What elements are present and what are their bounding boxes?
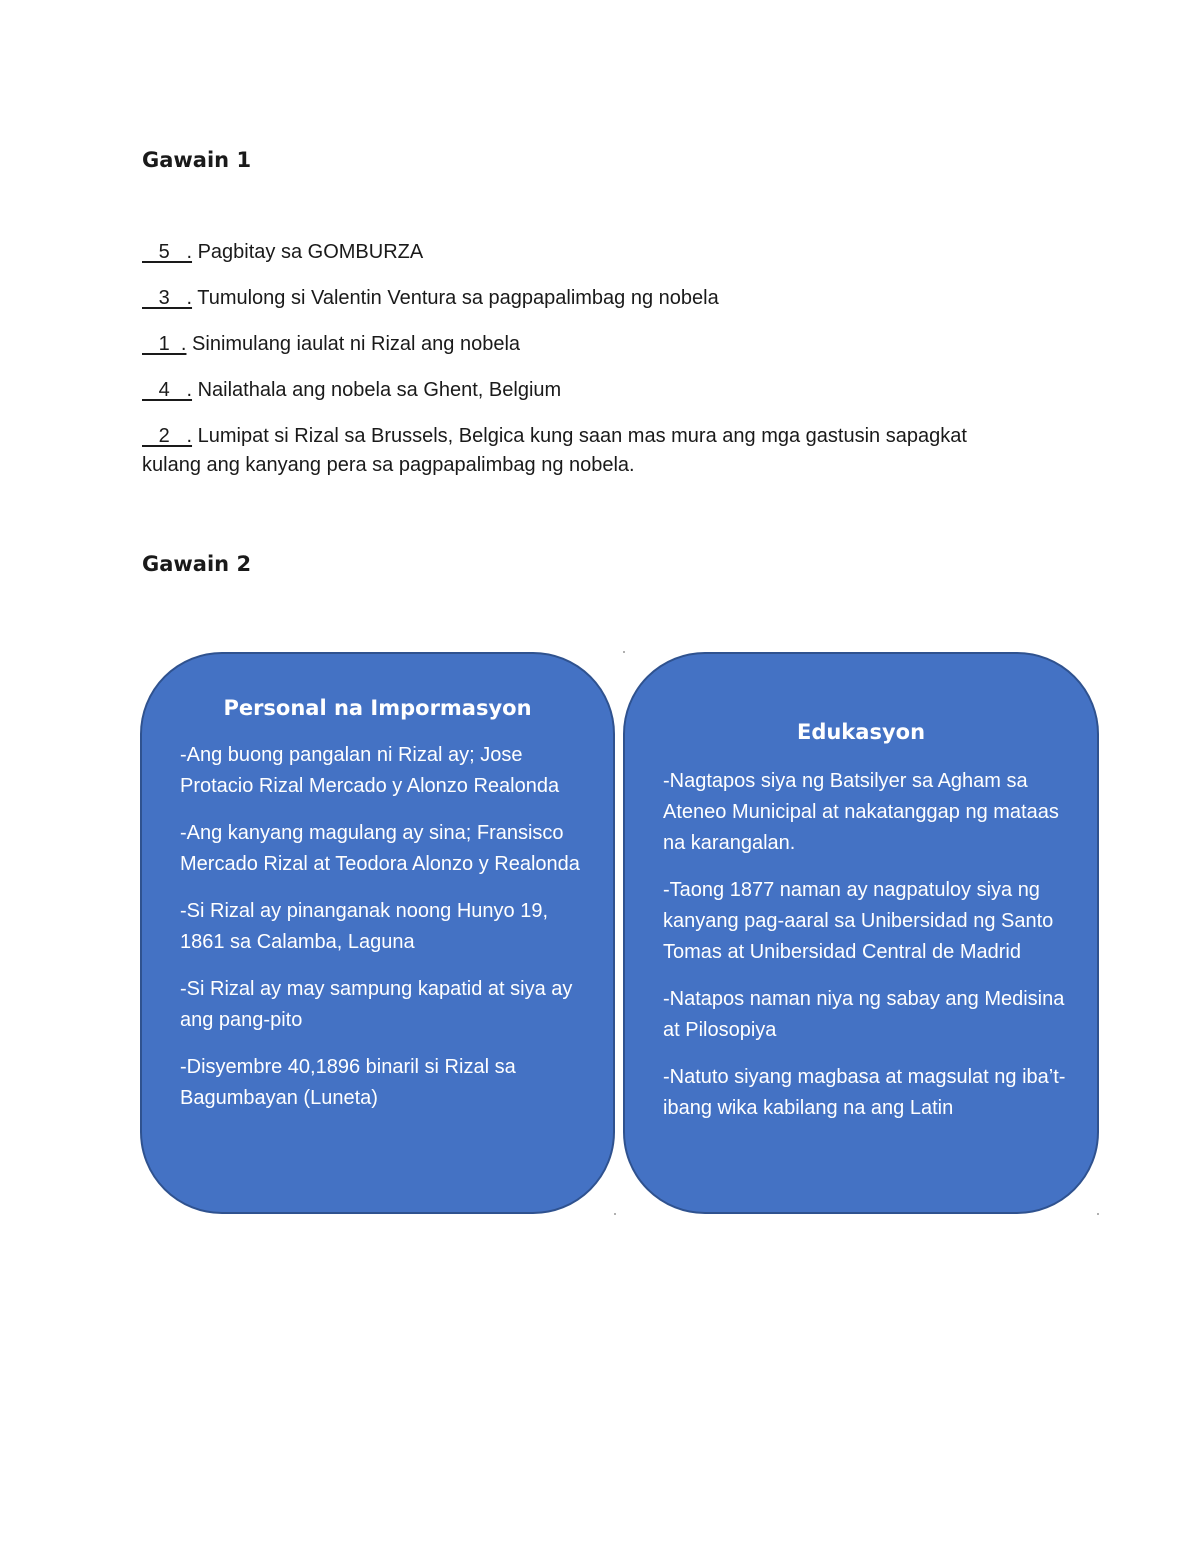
list-item	[142, 376, 1042, 405]
sequence-text: Pagbitay sa GOMBURZA	[197, 241, 424, 263]
anchor-dot	[623, 651, 625, 653]
sequence-number: 2 .	[142, 425, 193, 447]
anchor-dot	[614, 1213, 616, 1215]
list-item: -Nagtapos siya ng Batsilyer sa Agham sa Ateneo Municipal at nakatanggap ng mataas na karangalan.	[663, 770, 1059, 854]
sequence-number: 4 .	[142, 379, 193, 401]
list-item	[142, 284, 1042, 313]
list-item: -Ang kanyang magulang ay sina; Fransisco Mercado Rizal at Teodora Alonzo y Realonda	[180, 822, 580, 875]
list-item: -Si Rizal ay pinanganak noong Hunyo 19, 1861 sa Calamba, Laguna	[180, 900, 549, 953]
list-item: -Disyembre 40,1896 binaril si Rizal sa Bagumbayan (Luneta)	[180, 1056, 516, 1109]
anchor-dot	[1097, 1213, 1099, 1215]
edukasyon-list	[625, 744, 1097, 1124]
list-item	[142, 238, 1042, 267]
sequence-text: Lumipat si Rizal sa Brussels, Belgica kung saan mas mura ang mga gastusin sapagkat kulang ang kanyang pera sa pagpapalimbag ng nobela.	[142, 425, 967, 476]
list-item	[142, 422, 1002, 480]
sequence-text: Nailathala ang nobela sa Ghent, Belgium	[197, 379, 562, 401]
list-item: -Natapos naman niya ng sabay ang Medisina at Pilosopiya	[663, 988, 1065, 1041]
edukasyon-card	[623, 652, 1099, 1214]
list-item: -Si Rizal ay may sampung kapatid at siya ay ang pang-pito	[180, 978, 573, 1031]
sequence-text: Tumulong si Valentin Ventura sa pagpapalimbag ng nobela	[197, 287, 719, 309]
list-item: -Taong 1877 naman ay nagpatuloy siya ng kanyang pag-aaral sa Unibersidad ng Santo Tomas at Unibersidad Central de Madrid	[663, 879, 1054, 963]
sequence-list	[142, 238, 1042, 497]
list-item: -Natuto siyang magbasa at magsulat ng iba’t-ibang wika kabilang na ang Latin	[663, 1066, 1066, 1119]
personal-info-list	[142, 720, 613, 1114]
sequence-number: 1 .	[142, 333, 187, 355]
sequence-number: 5 .	[142, 241, 193, 263]
personal-info-card	[140, 652, 615, 1214]
gawain2-title: Gawain 2	[142, 552, 252, 576]
card-title: Personal na Impormasyon	[223, 696, 532, 720]
list-item: -Ang buong pangalan ni Rizal ay; Jose Protacio Rizal Mercado y Alonzo Realonda	[180, 744, 560, 797]
gawain1-title: Gawain 1	[142, 148, 252, 172]
list-item	[142, 330, 1042, 359]
card-title: Edukasyon	[796, 720, 926, 744]
sequence-number: 3 .	[142, 287, 193, 309]
sequence-text: Sinimulang iaulat ni Rizal ang nobela	[192, 333, 521, 355]
